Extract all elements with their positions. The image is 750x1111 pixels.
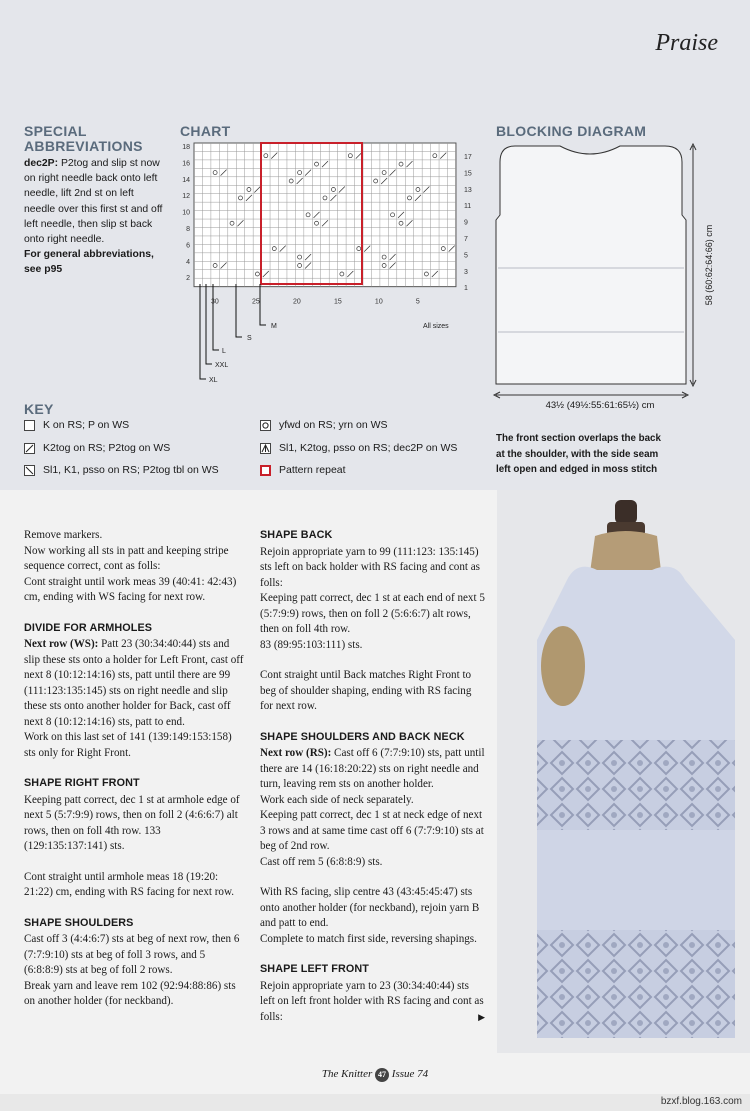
- chart-col-label: 20: [292, 298, 301, 306]
- chart-col-label: 15: [333, 298, 342, 306]
- blocking-diagram: [490, 140, 730, 415]
- chart-row-label: 2: [186, 275, 190, 283]
- left-front-text: Rejoin appropriate yarn to 23 (30:34:40:44) sts left on left front holder with RS facing and cont as folls:: [260, 979, 484, 1023]
- abbreviation-definition: P2tog and slip st now on right needle back onto left needle, lift 2nd st on left needle over this first st and off left needle, then slip st back onto right needle.: [24, 158, 163, 246]
- key-item-label: Pattern repeat: [279, 464, 346, 476]
- size-label-l: L: [222, 348, 226, 355]
- neck-text: Cast off 6 (7:7:9:10) sts, patt until there are 14 (16:18:20:22) sts on right needle and turn, leaving rem sts on another holder. Work each side of neck separately. Keeping patt correct, dec 1 st at neck edge of next 3 rows and at same time cast off 6 (7:7:9:10) sts at beg of 2nd row. Cast off rem 5 (6:8:8:9) sts.: [260, 747, 485, 868]
- magazine-name: The Knitter: [321, 1068, 373, 1080]
- size-label-all: All sizes: [423, 323, 449, 330]
- intro-paragraph: Remove markers. Now working all sts in patt and keeping stripe sequence correct, cont as folls: Cont straight until work meas 39 (40:41: 42:43) cm, ending with WS facing for next row.: [24, 529, 237, 603]
- blank-square-icon: [24, 420, 35, 431]
- key-item-label: yfwd on RS; yrn on WS: [279, 419, 388, 431]
- abbreviations-heading: [24, 124, 143, 154]
- chart-row-label: 11: [463, 203, 472, 211]
- size-label-m: M: [271, 323, 277, 330]
- abbreviations-heading-line1: SPECIAL: [24, 123, 87, 139]
- chart-heading: CHART: [180, 123, 231, 139]
- key-heading: KEY: [24, 401, 54, 417]
- watermark: bzxf.blog.163.com: [660, 1096, 742, 1107]
- shape-right-front-heading: SHAPE RIGHT FRONT: [24, 777, 140, 789]
- key-item-label: K on RS; P on WS: [43, 419, 130, 431]
- chart-row-label: 4: [186, 258, 190, 266]
- issue-number: Issue 74: [391, 1068, 429, 1080]
- key-item-label: K2tog on RS; P2tog on WS: [43, 442, 171, 454]
- page-footer: [0, 1068, 750, 1082]
- left-front-paragraph: [260, 979, 485, 1026]
- size-label-xl: XL: [209, 377, 218, 384]
- pattern-repeat-icon: [260, 465, 271, 476]
- chart-col-label: 25: [251, 298, 260, 306]
- bottom-bar: [0, 1094, 750, 1111]
- shape-back-heading: SHAPE BACK: [260, 529, 333, 541]
- divide-armholes-heading: DIVIDE FOR ARMHOLES: [24, 621, 153, 634]
- divide-text: Patt 23 (30:34:40:44) sts and slip these sts onto a holder for Left Front, cast off next 8 (10:12:14:16) sts, patt until there are 99 (111:123:135:145) sts on right needle and slip these sts onto another holder for Back, cast off next 8 (10:12:14:16) sts, patt to end.: [24, 638, 244, 728]
- size-label-xxl: XXL: [215, 362, 229, 369]
- yarn-over-icon: [260, 420, 271, 431]
- key-item-skpo: [24, 464, 219, 476]
- page-number: 47: [375, 1068, 389, 1082]
- instructions-column-1: [24, 528, 246, 1025]
- page-title: Praise: [655, 30, 718, 56]
- chart-row-label: 13: [463, 186, 472, 194]
- key-item-sk2po: [260, 442, 457, 454]
- shoulders-paragraph: Cast off 3 (4:4:6:7) sts at beg of next row, then 6 (7:7:9:10) sts at beg of foll 3 rows, and 5 (6:8:8:9) sts at beg of foll 2 rows. Break yarn and leave rem 102 (92:94:88:86) sts on another holder (for neckband).: [24, 933, 240, 1007]
- shape-left-front-heading: SHAPE LEFT FRONT: [260, 963, 369, 975]
- key-item-knit: [24, 419, 129, 431]
- chart-row-label: 3: [463, 268, 468, 276]
- skpo-icon: [24, 465, 35, 476]
- instructions-column-2: [260, 528, 485, 1025]
- neck-paragraph-2: With RS facing, slip centre 43 (43:45:45:47) sts onto another holder (for neckband), rejoin yarn B and patt to end. Complete to match first side, reversing shapings.: [260, 886, 480, 945]
- blocking-note: The front section overlaps the back at the shoulder, with the side seam left open and edged in moss stitch: [496, 433, 661, 475]
- garment-photo: [497, 490, 750, 1053]
- blocking-heading: BLOCKING DIAGRAM: [496, 123, 647, 139]
- chart-row-label: 14: [182, 176, 190, 184]
- chart-col-label: 10: [374, 298, 383, 306]
- chart-row-label: 18: [182, 144, 190, 151]
- right-front-paragraph-2: Cont straight until armhole meas 18 (19:20: 21:22) cm, ending with RS facing for next row.: [24, 870, 235, 898]
- chart-row-label: 10: [182, 209, 190, 217]
- chart-row-label: 12: [182, 193, 190, 201]
- neck-lead: Next row (RS):: [260, 747, 332, 759]
- double-decrease-icon: [260, 443, 271, 454]
- chart-col-label: 30: [211, 298, 219, 306]
- chart-row-label: 16: [182, 160, 190, 168]
- abbreviation-term: dec2P:: [24, 158, 59, 169]
- chart-row-label: 1: [463, 285, 468, 293]
- shape-back-neck-heading: SHAPE SHOULDERS AND BACK NECK: [260, 730, 465, 743]
- key-item-label: Sl1, K1, psso on RS; P2tog tbl on WS: [43, 464, 219, 476]
- chart-row-label: 8: [186, 225, 190, 233]
- divide-lead: Next row (WS):: [24, 638, 99, 650]
- shape-shoulders-heading: SHAPE SHOULDERS: [24, 916, 134, 929]
- size-label-s: S: [247, 335, 252, 342]
- chart-row-label: 9: [463, 219, 468, 227]
- chart-row-label: 17: [463, 154, 472, 161]
- width-label: 43½ (49½:55:61:65½) cm: [545, 400, 655, 411]
- chart-row-label: 7: [463, 235, 468, 243]
- back-paragraph-1: Rejoin appropriate yarn to 99 (111:123: 135:145) sts left on back holder with RS facing and cont as folls: Keeping patt correct, dec 1 st at each end of next 5 (5:7:9:9) rows, then on foll 2 (5:6:6:7) alt rows, then on foll 4th row. 83 (89:95:103:111) sts.: [260, 545, 485, 651]
- key-item-repeat: [260, 464, 346, 476]
- height-label: 58 (60:62:64:66) cm: [704, 224, 714, 306]
- back-paragraph-2: Cont straight until Back matches Right Front to beg of shoulder shaping, ending with RS facing for next row.: [260, 669, 472, 712]
- general-abbreviations-note: For general abbreviations, see p95: [24, 249, 154, 276]
- key-item-label: Sl1, K2tog, psso on RS; dec2P on WS: [279, 442, 458, 454]
- divide-paragraph-2: Work on this last set of 141 (139:149:153:158) sts only for Right Front.: [24, 731, 232, 759]
- chart-row-label: 15: [463, 170, 472, 178]
- knitting-chart: [176, 140, 486, 390]
- key-item-k2tog: [24, 442, 170, 454]
- k2tog-icon: [24, 443, 35, 454]
- continue-arrow-icon: ▶: [478, 1011, 485, 1022]
- chart-row-label: 5: [463, 252, 468, 260]
- abbreviations-heading-line2: ABBREVIATIONS: [24, 138, 143, 154]
- abbreviations-text: [24, 156, 164, 278]
- right-front-paragraph-1: Keeping patt correct, dec 1 st at armhole edge of next 5 (5:7:9:9) rows, then on foll 2 (4:6:6:7) alt rows, then on foll 4th row. 133 (129:135:137:141) sts.: [24, 793, 240, 852]
- chart-row-label: 6: [186, 242, 190, 250]
- dress-form-illustration: [497, 490, 750, 1053]
- chart-left-labels: [182, 144, 190, 282]
- chart-bottom-labels: [211, 299, 420, 306]
- chart-right-labels: [464, 154, 472, 292]
- chart-col-label: 5: [415, 298, 420, 306]
- key-item-yfwd: [260, 419, 388, 431]
